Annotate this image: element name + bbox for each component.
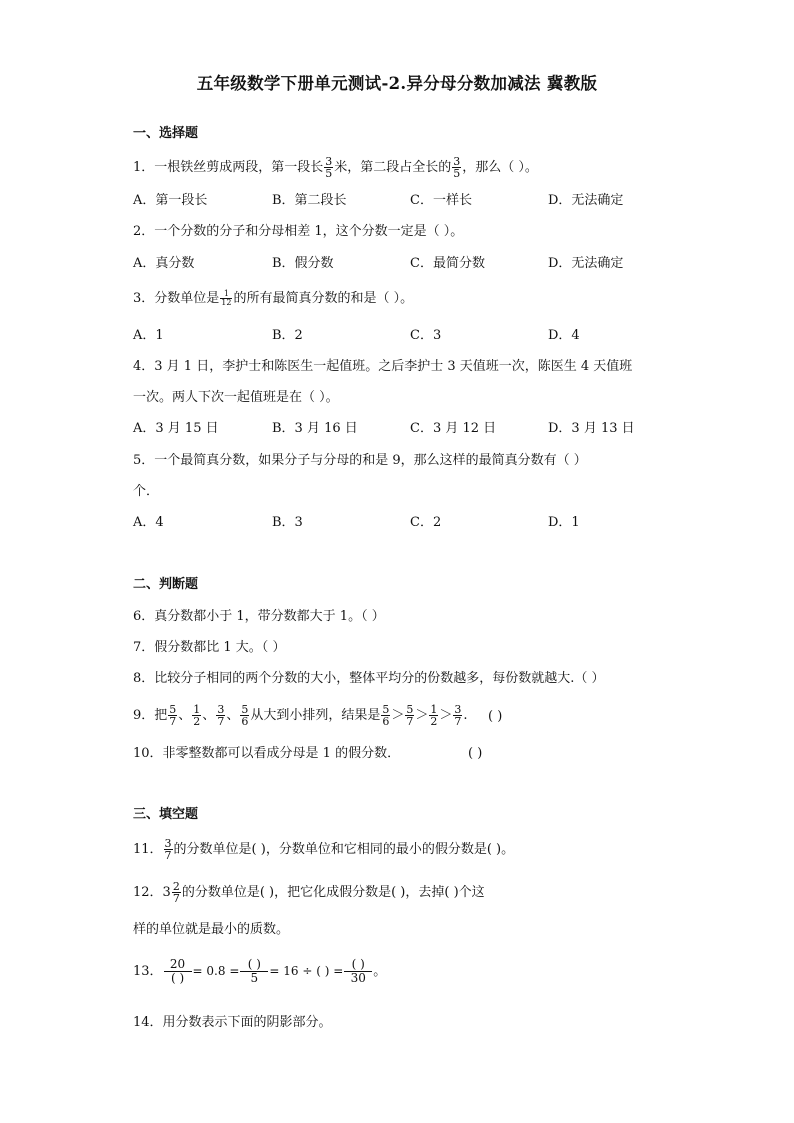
question-4-line-2: 一次。两人下次一起值班是在（ ）。	[133, 390, 339, 405]
option-a[interactable]: A．3 月 15 日	[133, 421, 219, 436]
option-b[interactable]: B．3	[272, 515, 303, 530]
fraction: $\frac{3}{5}$	[325, 155, 333, 180]
option-d[interactable]: D．无法确定	[548, 256, 624, 271]
question-14: 14．用分数表示下面的阴影部分。	[133, 1015, 332, 1030]
question-9	[133, 704, 468, 727]
fraction: $\frac{5}{7}$	[169, 703, 177, 728]
question-11-text-a: 11．	[133, 842, 163, 857]
equation-part: = 16 ÷ ( ) =	[269, 964, 344, 978]
question-12-line-2: 样的单位就是最小的质数。	[133, 922, 290, 937]
question-13-text-a: 13．	[133, 964, 163, 979]
fraction: $\frac{5}{6}$	[241, 703, 249, 728]
question-5-line-1: 5．一个最简真分数，如果分子与分母的和是 9，那么这样的最简真分数有（ ）	[133, 453, 587, 468]
question-3-text-b: 的所有最简真分数的和是（ ）。	[233, 291, 414, 306]
question-6: 6．真分数都小于 1，带分数都大于 1。（ ）	[133, 609, 385, 624]
period: .	[463, 708, 468, 723]
question-11-text-b: 的分数单位是( )，分数单位和它相同的最小的假分数是( )。	[173, 842, 515, 857]
separator: 、	[226, 708, 240, 723]
greater-than: ＞	[439, 708, 453, 723]
question-10: 10．非零整数都可以看成分母是 1 的假分数．	[133, 746, 401, 761]
fraction: $\frac{1}{12}$	[221, 289, 232, 307]
option-a[interactable]: A．4	[133, 515, 164, 530]
option-b[interactable]: B．3 月 16 日	[272, 421, 358, 436]
option-d[interactable]: D．无法确定	[548, 193, 624, 208]
fraction: $\frac{( )}{5}$	[240, 958, 268, 985]
question-12-text-a: 12．	[133, 885, 163, 900]
fraction: $\frac{3}{7}$	[217, 703, 225, 728]
option-d[interactable]: D．3 月 13 日	[548, 421, 635, 436]
option-d[interactable]: D．4	[548, 328, 580, 343]
fraction: $\frac{1}{2}$	[193, 703, 201, 728]
question-5-line-2: 个．	[133, 484, 160, 499]
question-1-text-a: 1．一根铁丝剪成两段，第一段长	[133, 160, 324, 175]
question-9-text-a: 9．把	[133, 708, 168, 723]
fraction: $\frac{1}{2}$	[430, 703, 438, 728]
period: 。	[373, 964, 387, 979]
question-3	[133, 290, 413, 307]
fraction: $\frac{2}{7}$	[172, 880, 180, 905]
section-heading-judge: 二、判断题	[133, 577, 199, 592]
equation-part: = 0.8 =	[192, 964, 240, 978]
question-12-text-b: 的分数单位是( )，把它化成假分数是( )，去掉( )个这	[181, 885, 485, 900]
option-c[interactable]: C．一样长	[410, 193, 472, 208]
option-c[interactable]: C．3 月 12 日	[410, 421, 497, 436]
question-1-text-c: ，那么（ ）。	[462, 160, 538, 175]
question-4-line-1: 4．3 月 1 日，李护士和陈医生一起值班。之后李护士 3 天值班一次，陈医生 4 天值班	[133, 359, 633, 374]
question-9-text-b: 从大到小排列，结果是	[250, 708, 381, 723]
option-b[interactable]: B．第二段长	[272, 193, 347, 208]
separator: 、	[202, 708, 216, 723]
question-1	[133, 156, 538, 179]
option-b[interactable]: B．假分数	[272, 256, 334, 271]
page-title: 五年级数学下册单元测试-2.异分母分数加减法 冀教版	[196, 74, 598, 93]
question-8: 8．比较分子相同的两个分数的大小，整体平均分的份数越多，每份数就越大.（ ）	[133, 671, 605, 686]
question-12	[133, 881, 485, 904]
fraction: $\frac{5}{7}$	[406, 703, 414, 728]
question-1-text-b: 米，第二段占全长的	[334, 160, 452, 175]
fraction: $\frac{( )}{30}$	[344, 958, 372, 985]
option-c[interactable]: C．3	[410, 328, 442, 343]
option-c[interactable]: C．最简分数	[410, 256, 485, 271]
fraction: $\frac{5}{6}$	[382, 703, 390, 728]
answer-paren[interactable]: ( )	[488, 709, 503, 724]
option-a[interactable]: A．1	[133, 328, 164, 343]
greater-than: ＞	[391, 708, 405, 723]
question-13	[133, 958, 386, 985]
fraction: $\frac{3}{5}$	[453, 155, 461, 180]
separator: 、	[178, 708, 192, 723]
answer-paren[interactable]: ( )	[468, 746, 483, 761]
fraction: $\frac{3}{7}$	[454, 703, 462, 728]
option-c[interactable]: C．2	[410, 515, 442, 530]
option-a[interactable]: A．第一段长	[133, 193, 208, 208]
question-2: 2．一个分数的分子和分母相差 1，这个分数一定是（ ）。	[133, 224, 464, 239]
fraction: $\frac{20}{( )}$	[164, 958, 192, 985]
section-heading-choice: 一、选择题	[133, 126, 199, 141]
greater-than: ＞	[415, 708, 429, 723]
question-11	[133, 838, 514, 861]
fraction: $\frac{3}{7}$	[164, 837, 172, 862]
option-d[interactable]: D．1	[548, 515, 580, 530]
question-3-text-a: 3．分数单位是	[133, 291, 220, 306]
option-b[interactable]: B．2	[272, 328, 303, 343]
question-7: 7．假分数都比 1 大。（ ）	[133, 640, 286, 655]
mixed-whole: 3	[162, 885, 171, 900]
option-a[interactable]: A．真分数	[133, 256, 195, 271]
section-heading-fill: 三、填空题	[133, 807, 199, 822]
